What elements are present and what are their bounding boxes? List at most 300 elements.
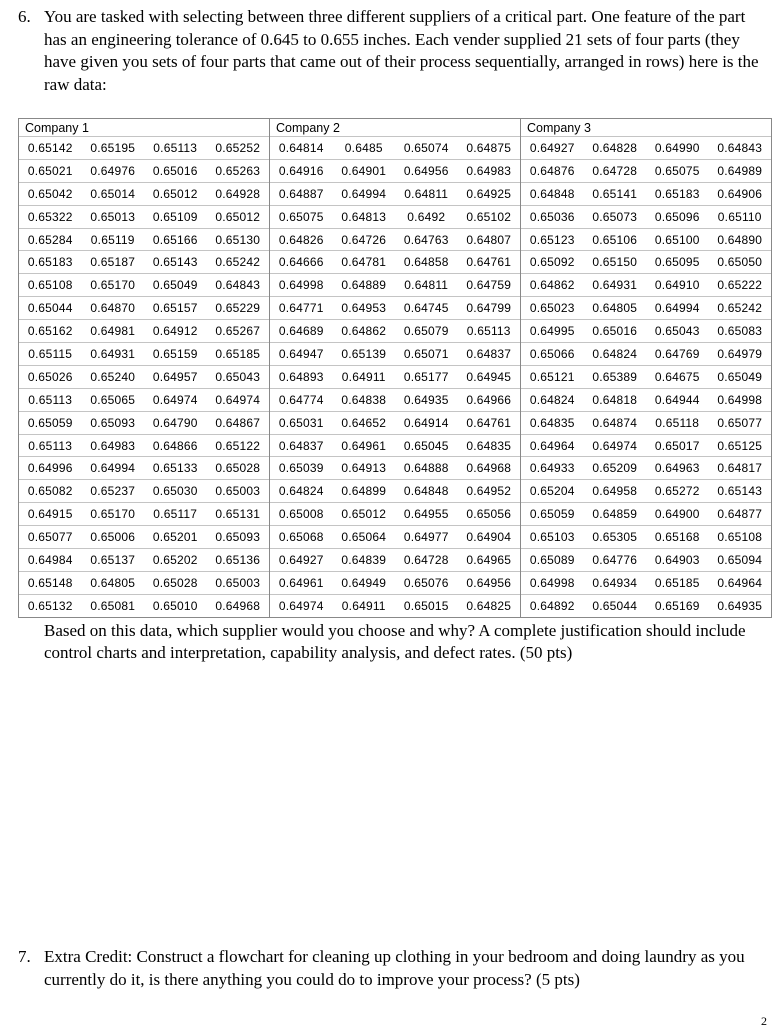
table-cell: 0.64799 <box>466 301 512 316</box>
table-row <box>521 456 771 479</box>
table-row <box>270 548 520 571</box>
table-cell: 0.65113 <box>153 140 198 155</box>
table-cell: 0.64893 <box>278 369 324 384</box>
table-cell: 0.65044 <box>592 598 638 613</box>
table-cell: 0.64848 <box>529 186 575 201</box>
table-row <box>521 250 771 273</box>
table-cell: 0.64944 <box>654 392 700 407</box>
table-cell: 0.64828 <box>592 140 638 155</box>
table-cell: 0.65066 <box>529 346 575 361</box>
table-cell: 0.65142 <box>27 140 73 155</box>
table-cell: 0.64906 <box>717 186 763 201</box>
table-row <box>270 250 520 273</box>
table-cell: 0.65168 <box>654 530 700 545</box>
table-cell: 0.64805 <box>592 301 638 316</box>
table-cell: 0.65043 <box>654 324 700 339</box>
table-cell: 0.64968 <box>215 598 261 613</box>
table-row <box>270 342 520 365</box>
table-cell: 0.64964 <box>529 438 575 453</box>
table-cell: 0.64862 <box>529 278 575 293</box>
table-row <box>270 525 520 548</box>
table-cell: 0.64824 <box>529 392 575 407</box>
table-cell: 0.65159 <box>152 346 198 361</box>
table-cell: 0.64904 <box>466 530 512 545</box>
table-cell: 0.64826 <box>278 232 324 247</box>
table-cell: 0.65139 <box>341 346 387 361</box>
table-cell: 0.65008 <box>278 507 324 522</box>
table-cell: 0.65081 <box>90 598 136 613</box>
table-cell: 0.65185 <box>215 346 261 361</box>
table-row <box>521 525 771 548</box>
table-row <box>270 205 520 228</box>
table-cell: 0.64933 <box>529 461 575 476</box>
table-cell: 0.64843 <box>717 140 763 155</box>
table-cell: 0.65079 <box>403 324 449 339</box>
company-header: Company 2 <box>276 121 340 135</box>
table-cell: 0.65028 <box>215 461 261 476</box>
table-cell: 0.65272 <box>654 484 700 499</box>
table-cell: 0.65113 <box>28 392 73 407</box>
table-row <box>521 388 771 411</box>
table-cell: 0.65102 <box>466 209 512 224</box>
table-row <box>270 479 520 502</box>
table-row <box>19 250 269 273</box>
table-cell: 0.65096 <box>654 209 700 224</box>
table-cell: 0.6485 <box>344 140 383 155</box>
table-row <box>521 594 771 617</box>
table-cell: 0.65132 <box>27 598 73 613</box>
table-row <box>270 296 520 319</box>
table-cell: 0.64981 <box>90 324 136 339</box>
table-cell: 0.64887 <box>278 186 324 201</box>
table-cell: 0.64994 <box>90 461 136 476</box>
table-cell: 0.64998 <box>278 278 324 293</box>
table-cell: 0.64776 <box>592 552 638 567</box>
table-row <box>270 273 520 296</box>
table-cell: 0.65021 <box>27 163 73 178</box>
table-cell: 0.64814 <box>278 140 324 155</box>
table-cell: 0.65115 <box>28 346 73 361</box>
table-cell: 0.64916 <box>278 163 324 178</box>
table-row <box>521 434 771 457</box>
table-cell: 0.64913 <box>341 461 387 476</box>
table-cell: 0.65108 <box>27 278 73 293</box>
table-row <box>19 502 269 525</box>
table-cell: 0.65209 <box>592 461 638 476</box>
table-cell: 0.65093 <box>215 530 261 545</box>
question-7-number: 7. <box>18 947 31 966</box>
table-cell: 0.64825 <box>466 598 512 613</box>
table-cell: 0.65202 <box>152 552 198 567</box>
table-cell: 0.65016 <box>152 163 198 178</box>
table-cell: 0.65242 <box>215 255 261 270</box>
table-cell: 0.64995 <box>529 324 575 339</box>
table-cell: 0.64901 <box>341 163 387 178</box>
table-cell: 0.65075 <box>278 209 324 224</box>
table-cell: 0.64859 <box>592 507 638 522</box>
table-cell: 0.65263 <box>215 163 261 178</box>
table-cell: 0.65003 <box>215 575 261 590</box>
table-cell: 0.64994 <box>654 301 700 316</box>
table-cell: 0.65113 <box>466 324 511 339</box>
table-cell: 0.65305 <box>592 530 638 545</box>
company-header: Company 3 <box>527 121 591 135</box>
table-cell: 0.64965 <box>466 552 512 567</box>
table-cell: 0.65137 <box>90 552 136 567</box>
table-cell: 0.65094 <box>717 552 763 567</box>
table-cell: 0.64675 <box>654 369 700 384</box>
table-cell: 0.64870 <box>90 301 136 316</box>
table-cell: 0.64910 <box>654 278 700 293</box>
table-cell: 0.64963 <box>654 461 700 476</box>
table-row <box>270 319 520 342</box>
table-cell: 0.65131 <box>215 507 261 522</box>
table-cell: 0.65169 <box>654 598 700 613</box>
table-cell: 0.64866 <box>152 438 198 453</box>
table-cell: 0.65059 <box>529 507 575 522</box>
table-cell: 0.65150 <box>592 255 638 270</box>
table-cell: 0.64949 <box>341 575 387 590</box>
table-cell: 0.64761 <box>466 255 512 270</box>
table-cell: 0.64983 <box>90 438 136 453</box>
table-cell: 0.64955 <box>403 507 449 522</box>
table-cell: 0.65389 <box>592 369 638 384</box>
table-cell: 0.64790 <box>152 415 198 430</box>
table-row <box>270 159 520 182</box>
table-row <box>270 182 520 205</box>
table-cell: 0.64763 <box>403 232 449 247</box>
table-row <box>521 228 771 251</box>
table-cell: 0.64858 <box>403 255 449 270</box>
table-cell: 0.65017 <box>654 438 700 453</box>
table-cell: 0.65044 <box>27 301 73 316</box>
table-cell: 0.64974 <box>278 598 324 613</box>
table-cell: 0.64974 <box>152 392 198 407</box>
table-cell: 0.65015 <box>403 598 449 613</box>
table-cell: 0.65222 <box>717 278 763 293</box>
table-row <box>270 136 520 159</box>
table-cell: 0.64769 <box>654 346 700 361</box>
table-cell: 0.65075 <box>654 163 700 178</box>
table-cell: 0.65106 <box>592 232 638 247</box>
table-cell: 0.65030 <box>152 484 198 499</box>
table-cell: 0.65050 <box>717 255 763 270</box>
table-cell: 0.65092 <box>529 255 575 270</box>
table-cell: 0.64874 <box>592 415 638 430</box>
table-cell: 0.65006 <box>90 530 136 545</box>
table-cell: 0.64912 <box>152 324 198 339</box>
table-cell: 0.65143 <box>152 255 198 270</box>
table-cell: 0.64875 <box>466 140 512 155</box>
table-row <box>270 434 520 457</box>
table-cell: 0.64774 <box>278 392 324 407</box>
table-cell: 0.65183 <box>654 186 700 201</box>
table-row <box>270 228 520 251</box>
table-cell: 0.65059 <box>27 415 73 430</box>
table-cell: 0.65113 <box>28 438 73 453</box>
table-cell: 0.65133 <box>152 461 198 476</box>
question-6 <box>18 6 763 96</box>
company-header: Company 1 <box>25 121 89 135</box>
table-cell: 0.65123 <box>529 232 575 247</box>
table-cell: 0.65089 <box>529 552 575 567</box>
table-cell: 0.64876 <box>529 163 575 178</box>
table-cell: 0.64956 <box>403 163 449 178</box>
table-cell: 0.65031 <box>278 415 324 430</box>
table-cell: 0.64867 <box>215 415 261 430</box>
table-row <box>19 182 269 205</box>
table-cell: 0.64931 <box>90 346 136 361</box>
table-cell: 0.6492 <box>407 209 446 224</box>
table-row <box>521 205 771 228</box>
table-cell: 0.64957 <box>152 369 198 384</box>
table-cell: 0.65166 <box>152 232 198 247</box>
table-cell: 0.65039 <box>278 461 324 476</box>
table-cell: 0.64807 <box>466 232 512 247</box>
table-cell: 0.64968 <box>466 461 512 476</box>
table-row <box>19 525 269 548</box>
table-cell: 0.65013 <box>90 209 136 224</box>
table-cell: 0.64983 <box>466 163 512 178</box>
table-cell: 0.65118 <box>655 415 700 430</box>
table-cell: 0.65267 <box>215 324 261 339</box>
table-cell: 0.64979 <box>717 346 763 361</box>
table-row <box>521 136 771 159</box>
table-cell: 0.64728 <box>592 163 638 178</box>
table-cell: 0.65065 <box>90 392 136 407</box>
table-row <box>270 594 520 617</box>
table-cell: 0.65130 <box>215 232 261 247</box>
table-cell: 0.64998 <box>717 392 763 407</box>
table-cell: 0.65076 <box>403 575 449 590</box>
table-cell: 0.65170 <box>90 507 136 522</box>
table-cell: 0.64928 <box>215 186 261 201</box>
table-cell: 0.64811 <box>404 186 449 201</box>
table-cell: 0.64818 <box>592 392 638 407</box>
table-cell: 0.64759 <box>466 278 512 293</box>
table-row <box>270 411 520 434</box>
table-row <box>19 365 269 388</box>
table-cell: 0.65252 <box>215 140 261 155</box>
table-cell: 0.65083 <box>717 324 763 339</box>
table-row <box>521 296 771 319</box>
company-column <box>19 119 269 617</box>
table-cell: 0.64974 <box>592 438 638 453</box>
table-row <box>19 159 269 182</box>
table-cell: 0.64935 <box>403 392 449 407</box>
data-table <box>18 118 772 618</box>
table-cell: 0.64989 <box>717 163 763 178</box>
table-cell: 0.65183 <box>27 255 73 270</box>
table-cell: 0.64761 <box>466 415 512 430</box>
table-cell: 0.65141 <box>592 186 638 201</box>
table-cell: 0.64899 <box>341 484 387 499</box>
table-cell: 0.64813 <box>341 209 387 224</box>
table-cell: 0.65125 <box>717 438 763 453</box>
table-cell: 0.65108 <box>717 530 763 545</box>
table-cell: 0.64745 <box>403 301 449 316</box>
question-6-text: You are tasked with selecting between three different suppliers of a critical part. One feature of the part has an engineering tolerance of 0.645 to 0.655 inches. Each vender supplied 21 sets of four parts (they have given you sets of four parts that came out of their process sequentially, arranged in rows) here is the raw data: <box>44 7 759 94</box>
table-row <box>19 548 269 571</box>
question-6-number: 6. <box>18 7 31 26</box>
table-row <box>19 273 269 296</box>
table-cell: 0.65093 <box>90 415 136 430</box>
table-cell: 0.64964 <box>717 575 763 590</box>
table-cell: 0.65003 <box>215 484 261 499</box>
table-cell: 0.64781 <box>341 255 387 270</box>
table-cell: 0.65121 <box>529 369 575 384</box>
table-row <box>270 388 520 411</box>
table-cell: 0.65026 <box>27 369 73 384</box>
table-cell: 0.65077 <box>27 530 73 545</box>
table-cell: 0.64900 <box>654 507 700 522</box>
table-cell: 0.65143 <box>717 484 763 499</box>
table-cell: 0.65284 <box>27 232 73 247</box>
table-row <box>19 228 269 251</box>
table-cell: 0.65045 <box>403 438 449 453</box>
table-cell: 0.64927 <box>529 140 575 155</box>
table-cell: 0.64877 <box>717 507 763 522</box>
table-cell: 0.64953 <box>341 301 387 316</box>
table-cell: 0.65012 <box>215 209 261 224</box>
table-row <box>19 571 269 594</box>
table-cell: 0.64666 <box>278 255 324 270</box>
table-cell: 0.65068 <box>278 530 324 545</box>
table-cell: 0.65073 <box>592 209 638 224</box>
table-cell: 0.64925 <box>466 186 512 201</box>
table-cell: 0.65136 <box>215 552 261 567</box>
table-cell: 0.64728 <box>403 552 449 567</box>
table-cell: 0.65012 <box>341 507 387 522</box>
table-cell: 0.64835 <box>529 415 575 430</box>
table-cell: 0.64889 <box>341 278 387 293</box>
table-row <box>521 571 771 594</box>
table-cell: 0.64952 <box>466 484 512 499</box>
table-cell: 0.65322 <box>27 209 73 224</box>
table-cell: 0.65012 <box>152 186 198 201</box>
table-cell: 0.65016 <box>592 324 638 339</box>
table-row <box>19 434 269 457</box>
table-cell: 0.64998 <box>529 575 575 590</box>
table-cell: 0.64977 <box>403 530 449 545</box>
table-row <box>19 388 269 411</box>
table-row <box>19 456 269 479</box>
table-cell: 0.65162 <box>27 324 73 339</box>
table-row <box>19 411 269 434</box>
table-cell: 0.64843 <box>215 278 261 293</box>
table-cell: 0.65170 <box>90 278 136 293</box>
table-row <box>521 479 771 502</box>
table-cell: 0.65122 <box>215 438 261 453</box>
table-cell: 0.64689 <box>278 324 324 339</box>
table-cell: 0.65100 <box>654 232 700 247</box>
table-cell: 0.65071 <box>403 346 449 361</box>
table-cell: 0.64892 <box>529 598 575 613</box>
table-cell: 0.65042 <box>27 186 73 201</box>
table-cell: 0.65056 <box>466 507 512 522</box>
table-cell: 0.64927 <box>278 552 324 567</box>
table-cell: 0.64935 <box>717 598 763 613</box>
table-cell: 0.65185 <box>654 575 700 590</box>
table-cell: 0.64934 <box>592 575 638 590</box>
table-cell: 0.64915 <box>27 507 73 522</box>
table-cell: 0.64726 <box>341 232 387 247</box>
question-7 <box>18 946 763 991</box>
table-cell: 0.64890 <box>717 232 763 247</box>
table-cell: 0.65237 <box>90 484 136 499</box>
table-row <box>270 502 520 525</box>
table-cell: 0.65157 <box>152 301 198 316</box>
table-row <box>521 365 771 388</box>
table-cell: 0.64911 <box>341 598 386 613</box>
table-cell: 0.64947 <box>278 346 324 361</box>
table-cell: 0.64811 <box>404 278 449 293</box>
table-cell: 0.64945 <box>466 369 512 384</box>
table-cell: 0.65023 <box>529 301 575 316</box>
table-row <box>521 502 771 525</box>
table-row <box>270 365 520 388</box>
table-cell: 0.64956 <box>466 575 512 590</box>
table-row <box>270 571 520 594</box>
table-cell: 0.64990 <box>654 140 700 155</box>
table-cell: 0.64837 <box>466 346 512 361</box>
table-row <box>521 319 771 342</box>
table-cell: 0.65036 <box>529 209 575 224</box>
table-cell: 0.64966 <box>466 392 512 407</box>
page-number: 2 <box>761 1014 767 1028</box>
table-cell: 0.65014 <box>90 186 136 201</box>
table-row <box>521 342 771 365</box>
table-row <box>19 136 269 159</box>
table-cell: 0.65148 <box>27 575 73 590</box>
table-cell: 0.64914 <box>403 415 449 430</box>
table-cell: 0.65103 <box>529 530 575 545</box>
table-cell: 0.65242 <box>717 301 763 316</box>
table-row <box>19 319 269 342</box>
table-cell: 0.64824 <box>592 346 638 361</box>
table-cell: 0.64771 <box>278 301 324 316</box>
table-row <box>521 159 771 182</box>
table-cell: 0.64961 <box>341 438 387 453</box>
table-cell: 0.65119 <box>90 232 135 247</box>
table-cell: 0.65074 <box>403 140 449 155</box>
table-cell: 0.64888 <box>403 461 449 476</box>
table-cell: 0.64996 <box>27 461 73 476</box>
table-row <box>19 594 269 617</box>
table-cell: 0.65010 <box>152 598 198 613</box>
table-cell: 0.64961 <box>278 575 324 590</box>
table-cell: 0.64835 <box>466 438 512 453</box>
table-cell: 0.65187 <box>90 255 136 270</box>
table-cell: 0.64824 <box>278 484 324 499</box>
table-cell: 0.64817 <box>717 461 763 476</box>
table-cell: 0.65110 <box>717 209 762 224</box>
table-cell: 0.64974 <box>215 392 261 407</box>
table-cell: 0.64838 <box>341 392 387 407</box>
table-cell: 0.64862 <box>341 324 387 339</box>
table-cell: 0.65082 <box>27 484 73 499</box>
table-row <box>521 411 771 434</box>
company-column <box>269 119 520 617</box>
question-7-text: Extra Credit: Construct a flowchart for cleaning up clothing in your bedroom and doing laundry as you currently do it, is there anything you could do to improve your process? (5 pts) <box>44 947 745 989</box>
table-row <box>521 182 771 205</box>
table-cell: 0.65049 <box>152 278 198 293</box>
table-cell: 0.65043 <box>215 369 261 384</box>
table-cell: 0.65204 <box>529 484 575 499</box>
table-cell: 0.65177 <box>403 369 449 384</box>
table-cell: 0.64652 <box>341 415 387 430</box>
table-row <box>270 456 520 479</box>
